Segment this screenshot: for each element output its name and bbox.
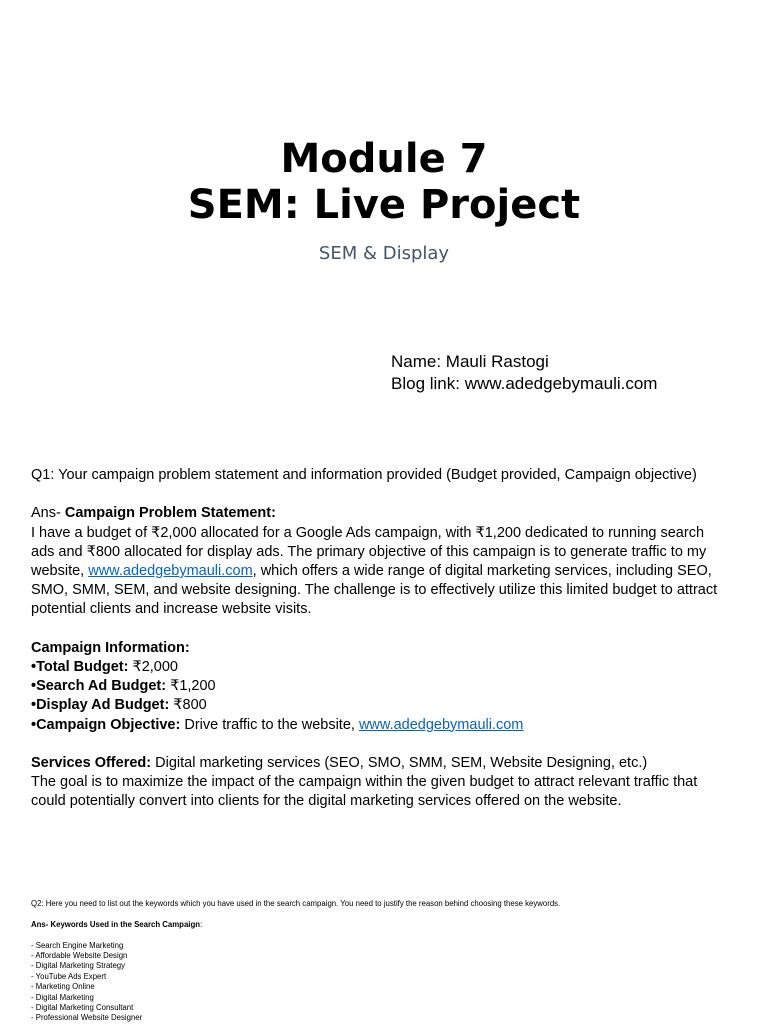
services-value: Digital marketing services (SEO, SMO, SMM, SEM, Website Designing, etc.)	[151, 755, 648, 771]
services-label: Services Offered:	[31, 755, 152, 771]
keyword-item: - YouTube Ads Expert	[31, 971, 107, 981]
keyword-item: - Digital Marketing Consultant	[31, 1003, 134, 1013]
keyword-item: - Digital Marketing	[31, 992, 94, 1002]
q1-question: Q1: Your campaign problem statement and information provided (Budget provided, Campaign objective)	[31, 467, 697, 483]
keywords-heading: Ans- Keywords Used in the Search Campaign	[31, 919, 200, 929]
keywords-heading-colon: :	[199, 919, 203, 929]
search-budget-item	[31, 677, 731, 696]
campaign-info-heading	[31, 639, 731, 658]
q2-section	[31, 899, 731, 1024]
q2-question: Q2: Here you need to list out the keywords which you have used in the search campaign. You need to justify the reason behind choosing these keywords.	[31, 899, 561, 908]
objective-website-link[interactable]: www.adedgebymauli.com	[358, 716, 524, 733]
campaign-info-heading-text: Campaign Information:	[31, 639, 190, 656]
campaign-goal: The goal is to maximize the impact of the campaign within the given budget to attract relevant traffic that could potentially convert into clients for the digital marketing services offered on the website.	[31, 774, 698, 810]
keyword-list	[31, 941, 731, 1024]
display-budget-label: •Display Ad Budget:	[31, 697, 170, 714]
search-budget-label: •Search Ad Budget:	[31, 678, 167, 695]
q1-answer-heading	[31, 504, 731, 523]
website-link[interactable]: www.adedgebymauli.com	[88, 563, 253, 579]
total-budget-item	[31, 658, 731, 677]
blog-link-line: Blog link: www.adedgebymauli.com	[391, 374, 658, 393]
campaign-objective-value: Drive traffic to the website,	[180, 716, 359, 733]
campaign-objective-label: •Campaign Objective:	[31, 716, 181, 733]
services-offered	[31, 754, 731, 773]
ans-prefix: Ans-	[31, 505, 65, 522]
author-name: Name: Mauli Rastogi	[391, 352, 549, 371]
total-budget-label: •Total Budget:	[31, 659, 129, 675]
document-subtitle: SEM & Display	[318, 243, 450, 264]
keyword-item: - Digital Marketing Strategy	[31, 961, 126, 971]
display-budget-item	[31, 696, 731, 715]
q2-answer-heading	[31, 920, 731, 930]
campaign-objective-item	[31, 716, 731, 735]
title-line-1: Module 7	[280, 136, 488, 182]
q1-section	[31, 466, 731, 812]
author-block	[391, 351, 657, 395]
keyword-item: - Professional Website Designer	[31, 1013, 143, 1023]
keyword-item: - Affordable Website Design	[31, 951, 128, 960]
title-line-2: SEM: Live Project	[187, 182, 581, 228]
keyword-item: - Marketing Online	[31, 982, 95, 992]
total-budget-value: ₹2,000	[128, 659, 178, 675]
problem-statement-paragraph	[31, 524, 731, 620]
display-budget-value: ₹800	[169, 697, 207, 714]
document-title	[0, 136, 768, 228]
problem-text-b: , which offers a wide range of digital marketing services, including SEO, SMO, SMM, SEM, and website designing. The challenge is to effectively utilize this limited budget to attract potential clients and increase website visits.	[31, 563, 718, 618]
problem-text-a: I have a budget of ₹2,000 allocated for a Google Ads campaign, with ₹1,200 dedicated to running search ads and ₹800 allocated for display ads. The primary objective of this campaign is to generate traffic to my website,	[31, 524, 707, 579]
problem-statement-heading: Campaign Problem Statement:	[64, 505, 276, 522]
keyword-item: - Search Engine Marketing	[31, 940, 124, 950]
search-budget-value: ₹1,200	[166, 678, 216, 695]
